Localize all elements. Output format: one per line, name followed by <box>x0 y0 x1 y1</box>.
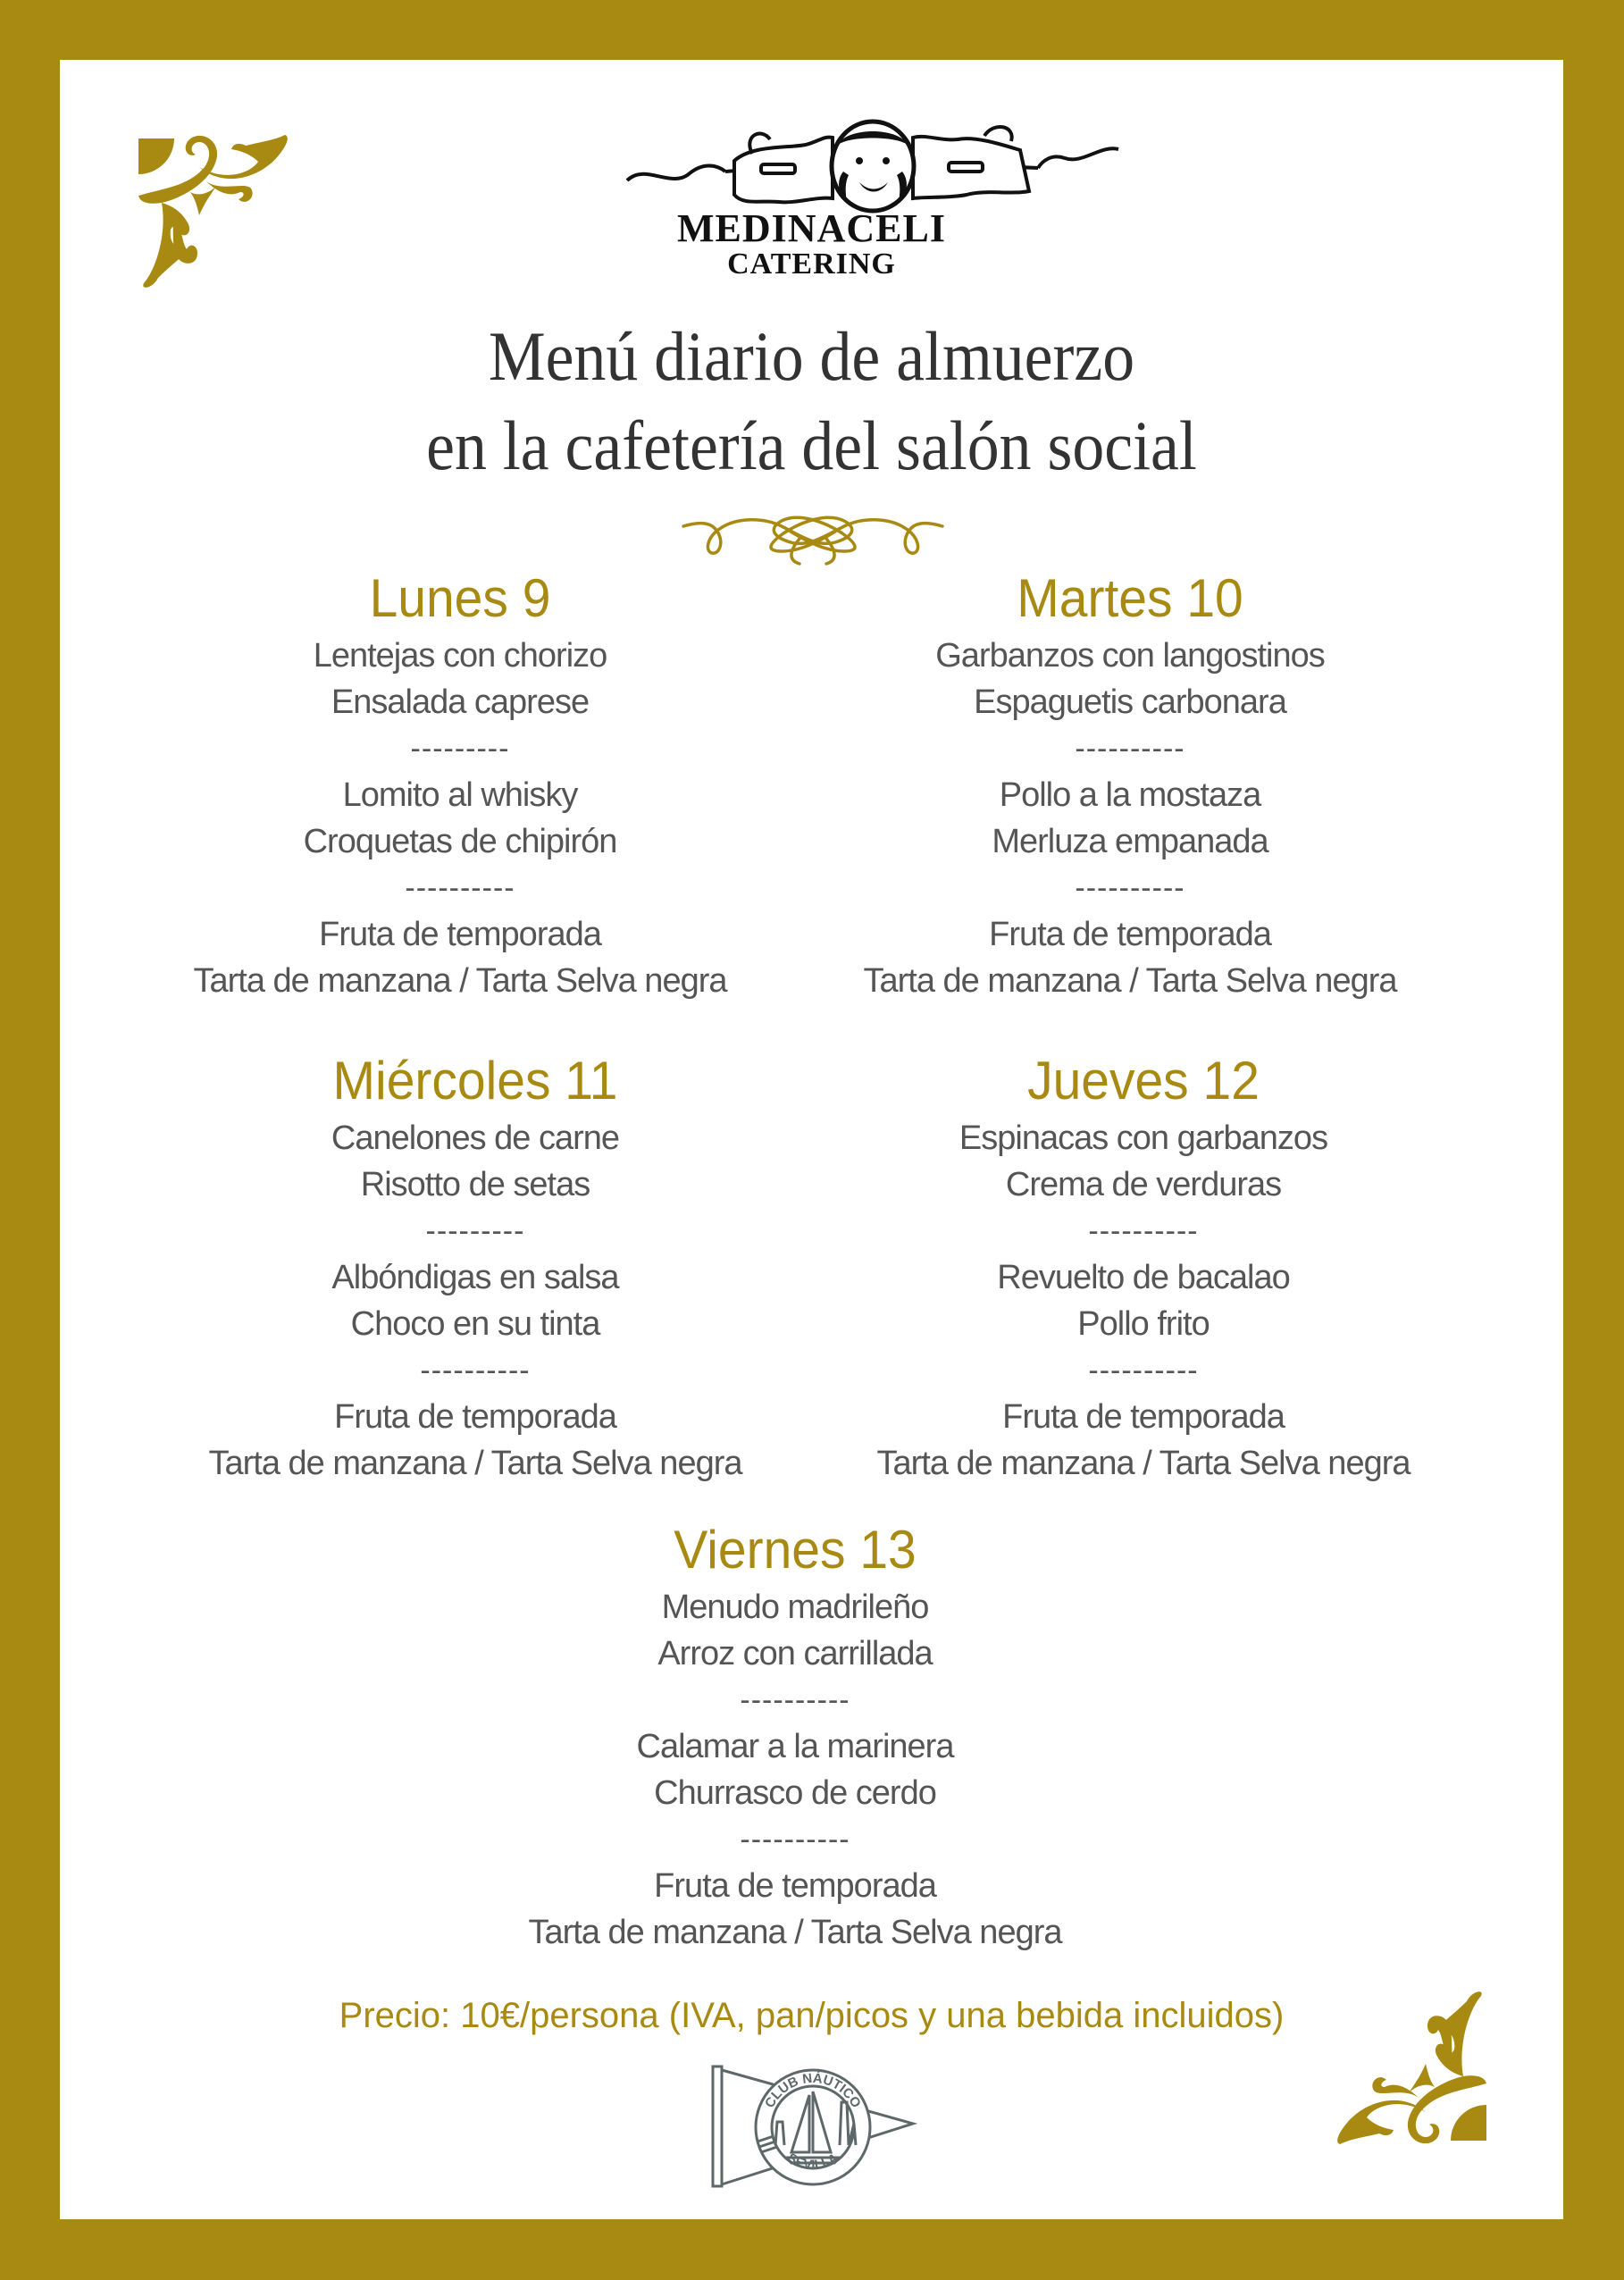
day-menu-monday <box>130 566 791 1004</box>
dish-item: Garbanzos con langostinos <box>935 637 1325 675</box>
day-menu-wednesday <box>145 1049 806 1487</box>
day-heading: Jueves 12 <box>1027 1051 1260 1111</box>
club-name-bottom: SEVILLA <box>784 2150 841 2174</box>
course-separator: ---------- <box>1075 732 1185 766</box>
dish-item: Pollo a la mostaza <box>999 776 1261 814</box>
dish-item: Tarta de manzana / Tarta Selva negra <box>876 1445 1411 1482</box>
dish-item: Ensalada caprese <box>331 683 590 721</box>
dish-item: Lentejas con chorizo <box>313 637 607 675</box>
dish-item: Tarta de manzana / Tarta Selva negra <box>863 962 1397 1000</box>
day-menu-thursday <box>813 1049 1474 1487</box>
club-nautico-logo-icon <box>706 2059 920 2193</box>
course-separator: ---------- <box>405 871 515 905</box>
course-separator: --------- <box>425 1214 525 1248</box>
brand-subtitle: CATERING <box>727 247 896 281</box>
dish-item: Fruta de temporada <box>989 916 1271 953</box>
day-menu-friday <box>465 1518 1126 1956</box>
course-separator: ---------- <box>1075 871 1185 905</box>
dish-item: Fruta de temporada <box>654 1867 936 1905</box>
dish-item: Espaguetis carbonara <box>974 683 1286 721</box>
brand-name: MEDINACELI <box>677 206 946 250</box>
course-separator: --------- <box>410 732 510 766</box>
dish-item: Churrasco de cerdo <box>654 1774 936 1812</box>
dish-item: Croquetas de chipirón <box>303 823 617 860</box>
dish-item: Fruta de temporada <box>334 1398 616 1436</box>
dish-item: Tarta de manzana / Tarta Selva negra <box>193 962 727 1000</box>
dish-item: Menudo madrileño <box>661 1588 929 1626</box>
dish-item: Crema de verduras <box>1005 1166 1282 1203</box>
dish-item: Espinacas con garbanzos <box>958 1119 1328 1157</box>
day-heading: Lunes 9 <box>369 568 551 628</box>
course-separator: ---------- <box>1088 1214 1199 1248</box>
dish-item: Revuelto de bacalao <box>997 1259 1290 1296</box>
dish-item: Fruta de temporada <box>1002 1398 1285 1436</box>
ornate-emblem-icon <box>618 109 1127 216</box>
dish-item: Choco en su tinta <box>350 1305 600 1343</box>
dish-item: Pollo frito <box>1077 1305 1210 1343</box>
flourish-divider-icon <box>666 496 960 569</box>
dish-item: Calamar a la marinera <box>636 1728 954 1765</box>
course-separator: ---------- <box>740 1823 850 1857</box>
club-name-top: CLUB NÁUTICO <box>762 2070 864 2111</box>
dish-item: Lomito al whisky <box>342 776 578 814</box>
course-separator: ---------- <box>1088 1354 1199 1387</box>
dish-item: Albóndigas en salsa <box>331 1259 619 1296</box>
day-heading: Viernes 13 <box>674 1520 917 1580</box>
page-title-line1: Menú diario de almuerzo <box>488 317 1135 395</box>
day-heading: Miércoles 11 <box>332 1051 618 1111</box>
dish-item: Canelones de carne <box>331 1119 620 1157</box>
course-separator: ---------- <box>420 1354 531 1387</box>
dish-item: Tarta de manzana / Tarta Selva negra <box>208 1445 742 1482</box>
dish-item: Risotto de setas <box>360 1166 590 1203</box>
dish-item: Tarta de manzana / Tarta Selva negra <box>528 1914 1062 1951</box>
dish-item: Fruta de temporada <box>319 916 601 953</box>
day-menu-tuesday <box>799 566 1461 1004</box>
dish-item: Merluza empanada <box>992 823 1268 860</box>
course-separator: ---------- <box>740 1683 850 1717</box>
day-heading: Martes 10 <box>1017 568 1243 628</box>
dish-item: Arroz con carrillada <box>657 1635 933 1672</box>
page-title-line2: en la cafetería del salón social <box>426 407 1197 484</box>
menu-page <box>60 60 1563 2219</box>
price-note: Precio: 10€/persona (IVA, pan/picos y una bebida incluidos) <box>339 1996 1285 2035</box>
